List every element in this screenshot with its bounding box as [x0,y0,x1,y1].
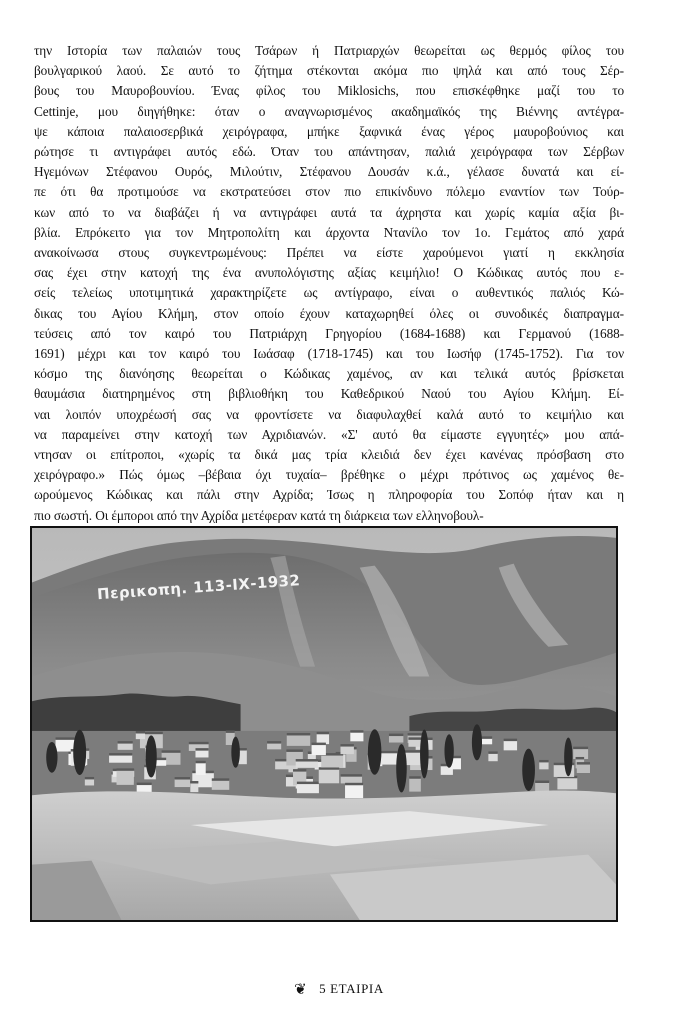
body-text-line: θαυμάσια διατηρημένος στη βιβλιοθήκη του Καθεδρικού Ναού του Αγίου Κλήμη. Εί- [34,386,624,402]
body-text-line: να παραμείνει στην κατοχή των Αχριδιανών. «Σ' αυτό θα είμαστε εγγυητές» μου απά- [34,426,624,442]
body-text-line: 1691) μέχρι και τον καιρό του Ιωάσαφ (1718-1745) και του Ιωσήφ (1745-1752). Για τον [34,346,624,362]
house-roof [573,747,588,749]
house [287,735,310,746]
tree [472,724,482,760]
tree [444,734,453,767]
body-text-line: ναι λοιπόν υποχρέωσή σας να φροντίσετε να διαφυλαχθεί καλά αυτό το κειμήλιο και [34,406,624,422]
tree [522,749,535,791]
body-text-line: σείς τελείως υποτιμητικά χαρακτηρίζετε ως αντίγραφο, είναι ο αυθεντικός παλιός Κώ- [34,285,624,301]
house [488,753,497,761]
tree [564,737,572,776]
house-roof [535,781,549,783]
house [175,779,190,787]
body-text-line: ωρούμενος Κώδικας και πάλι στην Αχρίδα; Ίσως η πληροφορία του Σοπόφ ήταν και η [34,487,624,503]
photo-illustration [32,528,616,920]
house [577,764,590,773]
house-roof [136,731,145,733]
body-text-line: ψε κάποια παλαιοσερβικά χειρόγραφα, μπήκε ξαφνικά ένας γέρος μαυροβούνιος και [34,123,624,139]
body-text-line: χειρόγραφο.» Πώς όμως –βέβαια όχι τυχαία– βρέθηκε ο μέχρι πρότινος ως χαμένος θε- [34,467,624,483]
house [297,784,319,794]
house-roof [85,777,94,779]
tree [396,744,407,792]
body-text-line: την Ιστορία των παλαιών τους Τσάρων ή Πατριαρχών θεωρείται ως θερμός φίλος του [34,43,624,58]
house-roof [286,749,302,751]
house-roof [345,783,363,785]
tree [368,729,382,775]
house [267,743,281,749]
house [341,776,362,783]
house-roof [350,730,363,732]
house [350,732,363,741]
body-text-line: σας έχει στην κατοχή της ένα ανυπολόγιστης αξίας κειμήλιο! Ο Κώδικας αυτός που ε- [34,265,624,281]
house [137,785,152,793]
house-roof [195,748,208,750]
house-roof [56,737,75,739]
house-roof [117,768,134,770]
body-text-line: βουλγαρικού λαού. Σε αυτό το ζήτημα στέκονται ακόμα πιο ψηλά και από τους Σέρ- [34,63,624,79]
house-roof [488,751,497,753]
house [312,745,326,755]
tree [231,737,240,768]
house [557,778,577,790]
house [317,734,329,744]
publication-name: ΕΤΑΙΡΙΑ [330,981,384,996]
house [504,741,517,751]
house-roof [341,774,362,776]
house-roof [389,734,403,736]
quill-ornament-icon: ❦ [294,982,308,998]
house-roof [340,744,353,746]
body-text-line: ανακοίνωσα στους συγκεντρωμένους: Πρέπει να είστε χαρούμενοι γιατί η εκκλησία [34,245,624,261]
house-roof [319,767,339,769]
house-roof [190,781,198,783]
body-text-line: δικας του Αγίου Κλήμη, στον οποίο έχουν καταχωρηθεί όλες οι συνοδικές διαπραγμα- [34,305,624,321]
historic-town-photo [30,526,618,922]
house-roof [226,730,235,732]
house-roof [296,759,318,761]
body-text-line: κόσμο της διανόησης θεωρείται ο Κώδικας χαμένος, αν και τελικά αυτός βρίσκεται [34,366,624,382]
house-roof [267,741,281,743]
body-text-line: βλία. Επρόκειτο για τον Μητροπολίτη και άρχοντα Ντανίλο τον 1ο. Γεμάτος από χαρά [34,224,624,240]
house-roof [539,760,548,762]
body-text-line: πιο σωστή. Οι έμποροι από την Αχρίδα μετέφεραν κατά τη διάρκεια των ελληνοβουλ- [34,507,484,523]
tree [73,730,86,775]
house-roof [118,741,133,743]
house-roof [482,736,493,738]
house [319,769,339,783]
photo-inscription: Περικοπη. 113-ΙΧ-1932 [96,571,301,604]
body-text-line: πε ότι θα προτιμούσε να εκστρατεύσει στον πιο επικίνδυνο πόλεμο εναντίον των Τούρ- [34,184,624,200]
house [117,770,134,785]
house [109,755,132,763]
house-roof [162,750,181,752]
house [321,755,343,767]
page-footer [0,980,678,999]
house-roof [577,762,590,764]
body-text-line: βους του Μαυροβουνίου. Ένας φίλος του Miklosichs, που επισκέφθηκε μαζί του το [34,83,624,99]
house [389,736,403,743]
body-text-line: ρώτησε τι αντιγράφει αυτός εδώ. Όταν του απάντησαν, παλιά χειρόγραφα των Σέρβων [34,144,624,160]
house-roof [317,732,329,734]
page-number: 5 [319,981,327,996]
body-text-line: Ηγεμόνων Στέφανου Ουρός, Μιλούτιν, Στέφανου Δουσάν κ.ά., γέλασε δυνατά και εί- [34,164,624,180]
house [196,763,206,775]
house [190,783,198,792]
house-roof [408,733,424,735]
house-roof [297,782,319,784]
house-roof [137,783,152,785]
house-roof [175,777,190,779]
body-text-line: Cettinje, μου διηγήθηκε: όταν ο αναγνωρισμένος ακαδημαϊκός της Βιέννης αντέγρα- [34,103,624,119]
house [345,785,363,798]
house [195,750,208,757]
house-roof [409,776,421,778]
house-roof [293,769,306,771]
house [409,778,421,791]
house [482,738,493,744]
house-roof [109,753,132,755]
house [212,780,229,790]
tree [146,735,157,777]
house [539,762,548,769]
house [340,746,353,754]
tree [420,729,429,778]
house [118,743,133,750]
body-text-line: κων από το να διαβάζει ή να αντιγράφει αυτά τα άχρηστα και χωρίς καμία αξία βι- [34,204,624,220]
house-roof [504,739,517,741]
house-roof [576,757,585,759]
house [85,779,94,786]
house-roof [287,733,310,735]
house [296,761,318,768]
body-text-line: ντησαν οι επίτροποι, «χωρίς τα δικά μας τρία κλειδιά δεν έχει κανένας πρόσβαση στο [34,447,624,463]
house-roof [312,743,326,745]
tree [46,742,57,773]
house [136,733,145,739]
house-roof [189,742,209,744]
body-text-line: τεύσεις από τον καιρό του Πατριάρχη Γρηγορίου (1684-1688) και Γερμανού (1688- [34,325,624,341]
house-roof [196,761,206,763]
body-text [34,41,624,526]
house-roof [212,778,229,780]
